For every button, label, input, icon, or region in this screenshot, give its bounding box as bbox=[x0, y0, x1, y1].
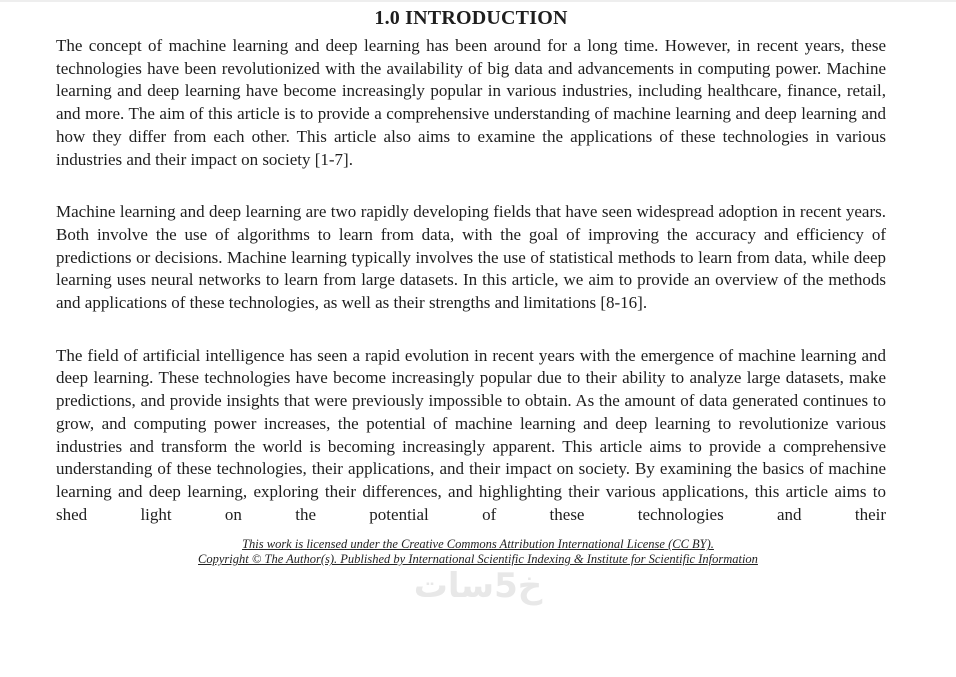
page-footer bbox=[63, 537, 893, 567]
paragraph-2: Machine learning and deep learning are two rapidly developing fields that have seen widespread adoption in recent years. Both involve the use of algorithms to learn from data, with the goal of improving the accuracy and efficiency of predictions or decisions. Machine learning typically involves the use of statistical methods to learn from data, while deep learning uses neural networks to learn from large datasets. In this article, we aim to provide an overview of the methods and applications of these technologies, as well as their strengths and limitations [8-16]. bbox=[56, 202, 886, 313]
paragraph-1: The concept of machine learning and deep learning has been around for a long time. However, in recent years, these technologies have been revolutionized with the availability of big data and advancements in computing power. Machine learning and deep learning have become increasingly popular in various industries, including healthcare, finance, retail, and more. The aim of this article is to provide a comprehensive understanding of machine learning and deep learning and how they differ from each other. This article also aims to examine the applications of these technologies in various industries and their impact on society [1-7]. bbox=[56, 36, 886, 169]
khamsat-watermark: خ5سات bbox=[413, 566, 543, 607]
article-body bbox=[56, 7, 886, 526]
section-heading: 1.0 INTRODUCTION bbox=[374, 7, 568, 29]
license-line: This work is licensed under the Creative Commons Attribution International License (CC BY). bbox=[242, 537, 714, 552]
paragraph-3: The field of artificial intelligence has seen a rapid evolution in recent years with the emergence of machine learning and deep learning. These technologies have become increasingly popular due to their ability to analyze large datasets, make predictions, and provide insights that were previously impossible to obtain. As the amount of data generated continues to grow, and computing power increases, the potential of machine learning and deep learning to revolutionize various industries and transform the world is becoming increasingly apparent. This article aims to provide a comprehensive understanding of these technologies, their applications, and their impact on society. By examining the basics of machine learning and deep learning, exploring their differences, and highlighting their various applications, this article aims to shed light on the potential of these technologies and their bbox=[56, 345, 886, 524]
copyright-line: Copyright © The Author(s). Published by International Scientific Indexing & Institute for Scientific Information bbox=[198, 552, 758, 567]
